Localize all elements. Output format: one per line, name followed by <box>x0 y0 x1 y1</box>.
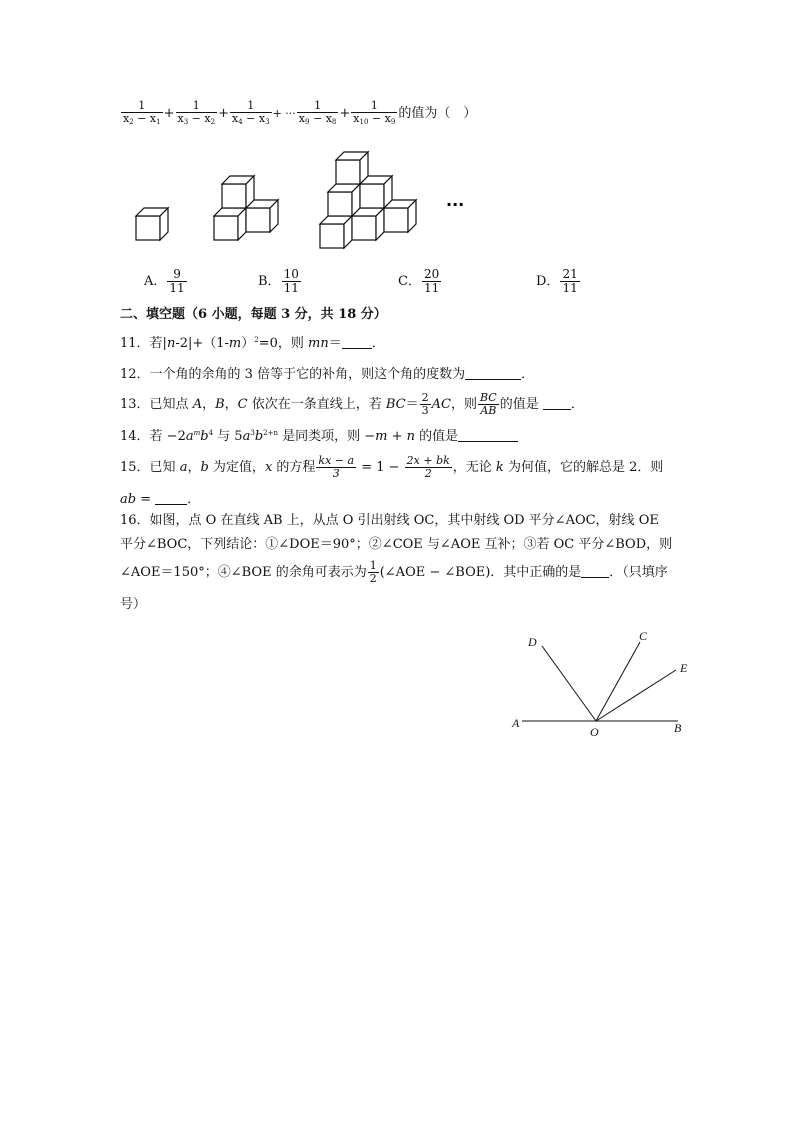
question-11: 11．若$|n-2|+(1-m)^2=0$，则 mn＝ ． <box>120 336 385 351</box>
option-a[interactable]: A． $\frac{9}{11}$ <box>144 267 185 296</box>
label-e: E <box>680 661 688 675</box>
label-c: C <box>639 629 648 643</box>
label-o: O <box>590 725 599 739</box>
question-16-line3: ∠AOE＝150°；④∠BOE 的余角可表示为 $\frac{1}{2}$ (∠AOE − ∠BOE)．其中正确的是 ．（只填序 <box>120 559 668 586</box>
question-16-line4: 号） <box>120 597 147 612</box>
answer-blank-11[interactable] <box>342 337 372 349</box>
question-15-line2: ab = ． <box>120 492 201 507</box>
term-4: $\frac{1}{x_9 - x_8}$ <box>298 99 337 127</box>
term-3: $\frac{1}{x_4 - x_3}$ <box>232 99 270 127</box>
option-c[interactable]: C． $\frac{20}{11}$ <box>398 267 440 296</box>
option-d[interactable]: D． $\frac{21}{11}$ <box>536 267 578 296</box>
section-title: 二、填空题（6 小题，每题 3 分，共 18 分） <box>120 307 387 322</box>
label-d: D <box>528 635 537 649</box>
q10-expression: $\frac{1}{x_2 - x_1}$ + $\frac{1}{x_3 - x_2}$ + $\frac{1}{x_4 - x_3}$ + ··· $\frac{1}{x_9 - x_8}$ + $\frac{1}{x_{10} - x_9}$ 的值为（ ） <box>123 99 477 127</box>
question-16-line2: 平分∠BOC，下列结论：①∠DOE＝90°；②∠COE 与∠AOE 互补；③若 OC 平分∠BOD，则 <box>120 537 673 552</box>
answer-blank-16[interactable] <box>581 566 609 578</box>
option-b[interactable]: B． $\frac{10}{11}$ <box>258 267 299 296</box>
answer-blank-15[interactable] <box>155 493 187 505</box>
question-13: 13．已知点 A，B，C 依次在一条直线上，若 BC＝ $\frac{2}{3}$ AC，则 $\frac{BC}{AB}$ 的值是 ． <box>120 391 584 418</box>
label-a: A <box>512 716 520 730</box>
question-12: 12．一个角的余角的 3 倍等于它的补角，则这个角的度数为 ． <box>120 367 535 382</box>
label-b: B <box>674 721 682 735</box>
question-14: 14．若 $-2a^mb^4$ 与 $5a^3b^{2+n}$ 是同类项，则 −m + n 的值是 <box>120 430 518 443</box>
angle-figure <box>508 626 708 746</box>
figure-ellipsis: ··· <box>446 195 465 214</box>
term-5: $\frac{1}{x_{10} - x_9}$ <box>353 99 396 127</box>
cube-stacks-figure <box>130 148 490 258</box>
question-16-line1: 16．如图，点 O 在直线 AB 上，从点 O 引出射线 OC，其中射线 OD 平分∠AOC，射线 OE <box>120 513 659 528</box>
term-1: $\frac{1}{x_2 - x_1}$ <box>123 99 161 127</box>
term-2: $\frac{1}{x_3 - x_2}$ <box>177 99 216 127</box>
answer-blank-14[interactable] <box>458 430 518 442</box>
question-15: 15．已知 a，b 为定值，x 的方程 $\frac{kx - a}{3}$ = 1 − $\frac{2x + bk}{2}$ ，无论 k 为何值，它的解总是 2．则 <box>120 454 664 481</box>
answer-blank-13[interactable] <box>543 398 571 410</box>
answer-blank-12[interactable] <box>465 368 521 380</box>
